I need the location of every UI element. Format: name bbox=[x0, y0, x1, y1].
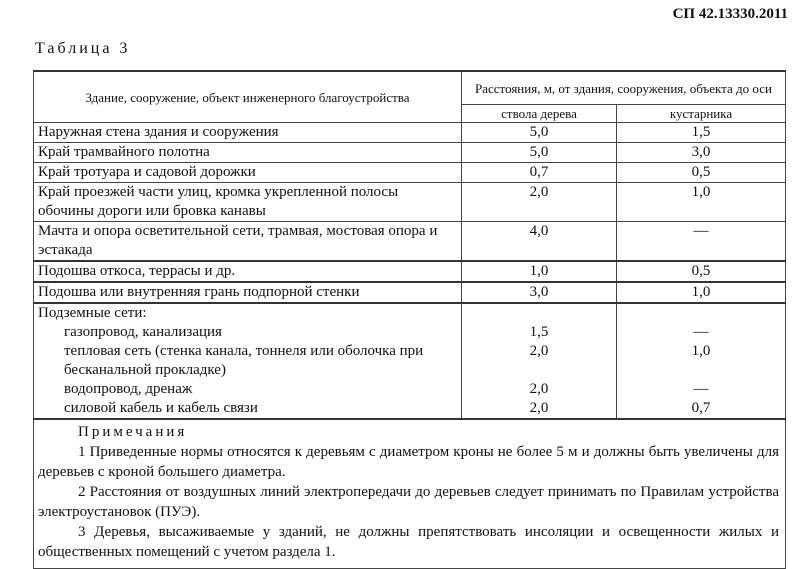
row-trunk: 0,7 bbox=[462, 163, 617, 183]
notes-title: Примечания bbox=[78, 424, 188, 440]
table-row bbox=[34, 183, 786, 222]
table-row bbox=[34, 123, 786, 143]
underground-title: Подземные сети: bbox=[38, 305, 147, 321]
row-name: Край проезжей части улиц, кромка укрепленной полосы обочины дороги или бровка канавы bbox=[34, 183, 462, 222]
row-trunk: 4,0 bbox=[462, 222, 617, 262]
row-name: Наружная стена здания и сооружения bbox=[34, 123, 462, 143]
table-row bbox=[34, 261, 786, 282]
row-name: Подошва или внутренняя грань подпорной стенки bbox=[34, 282, 462, 303]
row-shrub: 1,5 bbox=[617, 123, 786, 143]
underground-shrub-value: — bbox=[693, 324, 709, 340]
row-shrub: — bbox=[617, 222, 786, 262]
row-shrub: 1,0 bbox=[617, 183, 786, 222]
underground-item: газопровод, канализация bbox=[64, 324, 222, 340]
underground-shrub-value: 0,7 bbox=[691, 400, 711, 416]
table-row bbox=[34, 222, 786, 262]
row-trunk: 3,0 bbox=[462, 282, 617, 303]
header-row bbox=[34, 71, 786, 105]
document-code: СП 42.13330.2011 bbox=[672, 6, 788, 22]
row-name: Подошва откоса, террасы и др. bbox=[34, 261, 462, 282]
underground-shrub bbox=[617, 303, 786, 419]
header-trunk: ствола дерева bbox=[462, 105, 617, 123]
underground-item: силовой кабель и кабель связи bbox=[64, 400, 258, 416]
distances-table bbox=[33, 70, 786, 569]
row-shrub: 1,0 bbox=[617, 282, 786, 303]
note-item: 3 Деревья, высаживаемые у зданий, не должны препятствовать инсоляции и освещенности жилых и общественных помещений с учетом раздела 1. bbox=[38, 524, 779, 560]
underground-trunk bbox=[462, 303, 617, 419]
row-trunk: 5,0 bbox=[462, 123, 617, 143]
header-shrub: кустарника bbox=[617, 105, 786, 123]
underground-item: тепловая сеть (стенка канала, тоннеля или оболочка при бесканальной прокладке) bbox=[64, 343, 424, 378]
underground-trunk-value: 2,0 bbox=[529, 400, 549, 416]
table-row bbox=[34, 143, 786, 163]
header-distances: Расстояния, м, от здания, сооружения, объекта до оси bbox=[462, 71, 786, 105]
underground-shrub-value: — bbox=[693, 381, 709, 397]
table-row bbox=[34, 163, 786, 183]
underground-names bbox=[34, 303, 462, 419]
row-trunk: 2,0 bbox=[462, 183, 617, 222]
row-shrub: 3,0 bbox=[617, 143, 786, 163]
underground-trunk-value: 2,0 bbox=[529, 343, 549, 359]
row-trunk: 5,0 bbox=[462, 143, 617, 163]
underground-shrub-value: 1,0 bbox=[691, 343, 711, 359]
row-shrub: 0,5 bbox=[617, 163, 786, 183]
row-name: Край трамвайного полотна bbox=[34, 143, 462, 163]
underground-row bbox=[34, 303, 786, 419]
underground-trunk-value: 2,0 bbox=[529, 381, 549, 397]
underground-trunk-value: 1,5 bbox=[529, 324, 549, 340]
row-trunk: 1,0 bbox=[462, 261, 617, 282]
table-title: Таблица 3 bbox=[35, 40, 131, 57]
row-shrub: 0,5 bbox=[617, 261, 786, 282]
note-item: 2 Расстояния от воздушных линий электропередачи до деревьев следует принимать по Правилам устройства электроустановок (ПУЭ). bbox=[38, 484, 779, 520]
underground-item: водопровод, дренаж bbox=[64, 381, 193, 397]
table-row bbox=[34, 282, 786, 303]
row-name: Край тротуара и садовой дорожки bbox=[34, 163, 462, 183]
notes-row bbox=[34, 419, 786, 569]
note-item: 1 Приведенные нормы относятся к деревьям с диаметром кроны не более 5 м и должны быть увеличены для деревьев с кроной большего диаметра. bbox=[38, 444, 779, 480]
row-name: Мачта и опора осветительной сети, трамвая, мостовая опора и эстакада bbox=[34, 222, 462, 262]
header-object: Здание, сооружение, объект инженерного благоустройства bbox=[34, 71, 462, 123]
notes bbox=[34, 419, 786, 569]
